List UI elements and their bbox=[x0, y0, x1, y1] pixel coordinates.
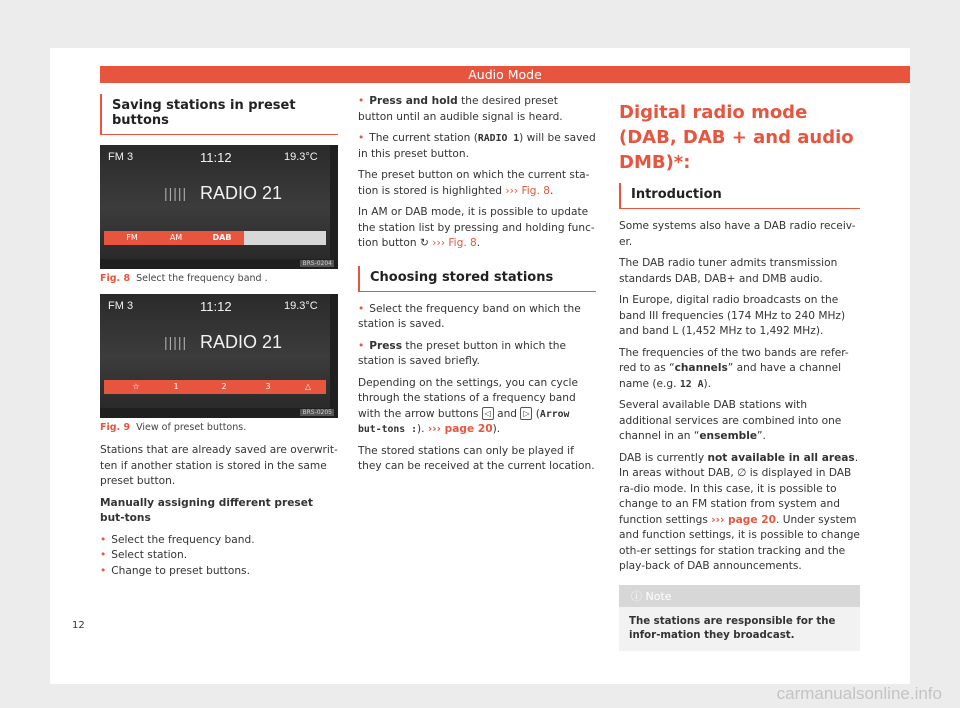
section-header: Audio Mode bbox=[100, 66, 910, 83]
paragraph: The stored stations can only be played if they can be received at the current location. bbox=[358, 444, 595, 472]
radio-screen bbox=[100, 294, 330, 408]
text: Depending on the settings, you can cycle through the stations of a frequency band with the arrow buttons bbox=[358, 376, 579, 420]
bold-text: Press and hold bbox=[369, 95, 458, 107]
text: DAB is currently bbox=[619, 451, 708, 464]
band-label: FM 3 bbox=[108, 151, 134, 163]
heading-choosing-stations: Choosing stored stations bbox=[358, 266, 596, 292]
note-title: Note bbox=[645, 589, 672, 603]
band-button-fm[interactable]: FM bbox=[126, 233, 138, 242]
radio-screen bbox=[100, 145, 330, 259]
chevron-up-icon[interactable]: △ bbox=[304, 382, 312, 391]
band-button-am[interactable]: AM bbox=[169, 233, 183, 242]
text: . In areas without DAB, bbox=[619, 451, 859, 479]
page-ref-link[interactable]: ››› page 20 bbox=[711, 513, 776, 526]
band-label: FM 3 bbox=[108, 300, 134, 312]
text: and bbox=[493, 407, 521, 420]
paragraph bbox=[358, 376, 596, 438]
band-button-dab[interactable]: DAB bbox=[212, 233, 232, 242]
note-body: The stations are responsible for the infor-mation they broadcast. bbox=[629, 615, 836, 641]
temperature: 19.3°C bbox=[284, 151, 318, 163]
bullet-item: • Select the frequency band on which the station is saved. bbox=[358, 302, 596, 333]
paragraph: Some systems also have a DAB radio receiv-er. bbox=[619, 220, 856, 248]
caption-text: Select the frequency band . bbox=[136, 273, 268, 284]
page-number: 12 bbox=[72, 620, 85, 631]
bold-text: not available in all areas bbox=[707, 451, 855, 464]
column-right bbox=[619, 98, 860, 651]
star-icon[interactable]: ☆ bbox=[132, 382, 140, 391]
heading-introduction: Introduction bbox=[619, 183, 860, 209]
figure-label: Fig. 9 bbox=[100, 422, 131, 433]
page-ref-link[interactable]: ››› page 20 bbox=[427, 423, 493, 435]
no-signal-icon: ∅ bbox=[737, 467, 747, 479]
bullet-item: • Select station. bbox=[100, 548, 338, 564]
signal-icon: ||||| bbox=[164, 334, 188, 350]
temperature: 19.3°C bbox=[284, 300, 318, 312]
bold-text: Press bbox=[369, 339, 403, 352]
paragraph bbox=[358, 205, 596, 252]
bullet-item: • Change to preset buttons. bbox=[100, 564, 338, 580]
station-name: RADIO 21 bbox=[200, 183, 283, 203]
paragraph bbox=[619, 346, 860, 393]
bullet-item bbox=[358, 131, 596, 162]
bullet-item: • Select the frequency band. bbox=[100, 533, 338, 549]
bullet-item bbox=[358, 339, 596, 370]
bold-text: channels bbox=[674, 362, 728, 374]
text: . bbox=[549, 184, 554, 197]
text: ”. bbox=[757, 430, 766, 442]
figure-code: BRS-0204 bbox=[302, 260, 332, 267]
column-left bbox=[100, 94, 338, 579]
paragraph bbox=[619, 451, 860, 575]
bullet-item bbox=[358, 94, 596, 125]
figure-label: Fig. 8 bbox=[100, 273, 131, 284]
text: ( bbox=[532, 407, 540, 420]
note-box bbox=[619, 585, 860, 651]
signal-icon: ||||| bbox=[164, 185, 188, 201]
station-name: RADIO 21 bbox=[200, 332, 283, 352]
text: The preset button on which the current sta-tion is stored is highlighted bbox=[358, 169, 590, 197]
text: ). bbox=[492, 423, 501, 435]
text: . bbox=[476, 237, 481, 249]
preset-button-bar bbox=[104, 380, 326, 394]
text: Several available DAB stations with additional services are combined into one channel in an “ bbox=[619, 399, 842, 442]
watermark: carmanualsonline.info bbox=[776, 684, 942, 703]
text: The frequencies of the two bands are refer-red to as “ bbox=[619, 346, 849, 374]
column-middle bbox=[358, 94, 596, 481]
clock: 11:12 bbox=[200, 299, 232, 314]
arrow-left-icon: ◁ bbox=[482, 407, 494, 420]
bold-text: ensemble bbox=[699, 430, 758, 442]
paragraph bbox=[358, 168, 596, 199]
figure-9-caption bbox=[100, 422, 338, 433]
figure-ref-link[interactable]: ››› Fig. 8 bbox=[432, 237, 477, 249]
section-title: Digital radio mode (DAB, DAB + and audio DMB)*: bbox=[619, 102, 854, 173]
preset-button-1[interactable]: 1 bbox=[173, 382, 179, 391]
figure-code: BRS-0205 bbox=[302, 409, 332, 416]
figure-8-caption bbox=[100, 273, 338, 284]
paragraph bbox=[619, 398, 860, 445]
text: the desired preset button until an audible signal is heard. bbox=[358, 95, 563, 123]
text: the preset button in which the station is saved briefly. bbox=[358, 339, 567, 367]
figure-9 bbox=[100, 294, 338, 418]
text: The current station ( bbox=[369, 132, 478, 144]
paragraph: In Europe, digital radio broadcasts on the band III frequencies (174 MHz to 240 MHz) and band L (1,452 MHz to 1,492 MHz). bbox=[619, 294, 846, 337]
caption-text: View of preset buttons. bbox=[136, 422, 247, 433]
paragraph: Stations that are already saved are overwrit-ten if another station is stored in the same preset button. bbox=[100, 444, 338, 487]
figure-8 bbox=[100, 145, 338, 269]
mono-text: 12 A bbox=[679, 378, 704, 390]
refresh-icon: ↻ bbox=[419, 237, 429, 249]
text: ) will be saved in this preset button. bbox=[358, 132, 596, 160]
band-button-bar bbox=[104, 231, 326, 245]
text: . Under system and function settings, it is possible to change oth-er settings for station tracking and the play-back of DAB announcements. bbox=[619, 513, 860, 572]
paragraph: The DAB radio tuner admits transmission standards DAB, DAB+ and DMB audio. bbox=[619, 257, 838, 285]
note-header bbox=[619, 585, 860, 607]
text: In AM or DAB mode, it is possible to update the station list by pressing and holding func-tion button bbox=[358, 206, 595, 249]
subheading-manual-assign: Manually assigning different preset but-tons bbox=[100, 496, 313, 524]
preset-button-3[interactable]: 3 bbox=[265, 382, 271, 391]
heading-saving-stations: Saving stations in preset buttons bbox=[100, 94, 338, 135]
text: is displayed in DAB ra-dio mode. In this case, it is possible to change to an FM station from system and function settings bbox=[619, 467, 852, 526]
text: ). bbox=[416, 423, 428, 435]
mono-text: RADIO 1 bbox=[477, 133, 520, 144]
info-icon: ⓘ bbox=[631, 589, 642, 603]
text: ” and have a channel name (e.g. bbox=[619, 362, 842, 390]
manual-page bbox=[50, 48, 910, 684]
mono-text: Arrow but-tons : bbox=[358, 408, 570, 435]
preset-button-2[interactable]: 2 bbox=[221, 382, 227, 391]
text: ). bbox=[703, 377, 711, 390]
arrow-right-icon: ▷ bbox=[520, 407, 532, 420]
clock: 11:12 bbox=[200, 150, 232, 165]
figure-ref-link[interactable]: ››› Fig. 8 bbox=[505, 184, 550, 197]
